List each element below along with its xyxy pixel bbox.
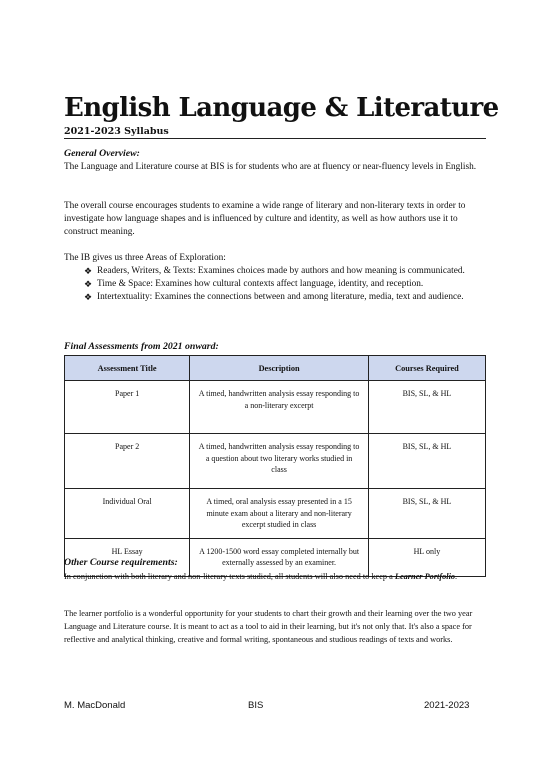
list-item [84,291,484,304]
table-cell: A 1200-1500 word essay completed internally but externally assessed by an examiner. [190,538,369,576]
diamond-bullet-icon: ❖ [84,279,93,289]
final-assessments-heading: Final Assessments from 2021 onward: [64,341,219,352]
table-cell: Individual Oral [65,489,190,539]
column-header: Description [190,356,369,381]
diamond-bullet-icon: ❖ [84,266,93,276]
learner-portfolio-term: Learner Portfolio [394,572,456,581]
column-header: Courses Required [368,356,485,381]
document-title: English Language & Literature [64,93,499,123]
table-cell: A timed, handwritten analysis essay responding to a non-literary excerpt [190,381,369,434]
overview-paragraph-2: The overall course encourages students to examine a wide range of literary and non-literary texts in order to investigate how language shapes and is influenced by culture and identity, as well as how authors use it to construct meaning. [64,201,466,238]
document-subtitle: 2021-2023 Syllabus [64,126,486,139]
list-item [84,265,484,278]
general-overview-heading: General Overview: [64,148,140,159]
table-cell: BIS, SL, & HL [368,434,485,489]
table-header-row [65,356,486,381]
other-paragraph-2: The learner portfolio is a wonderful opportunity for your students to chart their growth and their learning over the two year Language and Literature course. It is meant to act as a tool to aid in their learning, but it's not only that. It's also a space for reflective and analytical thinking, creative and formal writing, spontaneous and studious readings of texts and works. [64,609,473,644]
overview-paragraph-1: The Language and Literature course at BIS is for students who are at fluency or near-fluency levels in English. [64,162,477,172]
table-cell: A timed, handwritten analysis essay responding to a question about two literary works studied in class [190,434,369,489]
footer-years: 2021-2023 [424,700,470,711]
table-cell: HL only [368,538,485,576]
list-item [84,278,484,291]
other-requirements-heading: Other Course requirements: [64,557,178,568]
table-cell: BIS, SL, & HL [368,381,485,434]
areas-of-exploration-list [84,265,484,304]
column-header: Assessment Title [65,356,190,381]
table-cell: Paper 1 [65,381,190,434]
other-paragraph-1 [64,570,490,583]
portfolio-intro-text: In conjunction with both literary and non-literary texts studied, all students will also need to keep a [64,572,395,581]
diamond-bullet-icon: ❖ [84,292,93,302]
table-cell: Paper 2 [65,434,190,489]
sentence-end: . [455,572,458,581]
area-text: Readers, Writers, & Texts: Examines choices made by authors and how meaning is communicated. [97,266,465,276]
table-row [65,434,486,489]
table-cell: BIS, SL, & HL [368,489,485,539]
assessments-table [64,355,486,577]
footer-school: BIS [248,700,264,711]
overview-paragraph-3: The IB gives us three Areas of Exploration: [64,253,226,263]
area-text: Intertextuality: Examines the connections between and among literature, media, text and audience. [97,292,464,302]
table-row [65,489,486,539]
table-cell: A timed, oral analysis essay presented in a 15 minute exam about a literary and non-literary excerpt studied in class [190,489,369,539]
footer-author: M. MacDonald [64,700,126,711]
table-cell: HL Essay [65,538,190,576]
table-row [65,381,486,434]
area-text: Time & Space: Examines how cultural contexts affect language, identity, and reception. [97,279,424,289]
